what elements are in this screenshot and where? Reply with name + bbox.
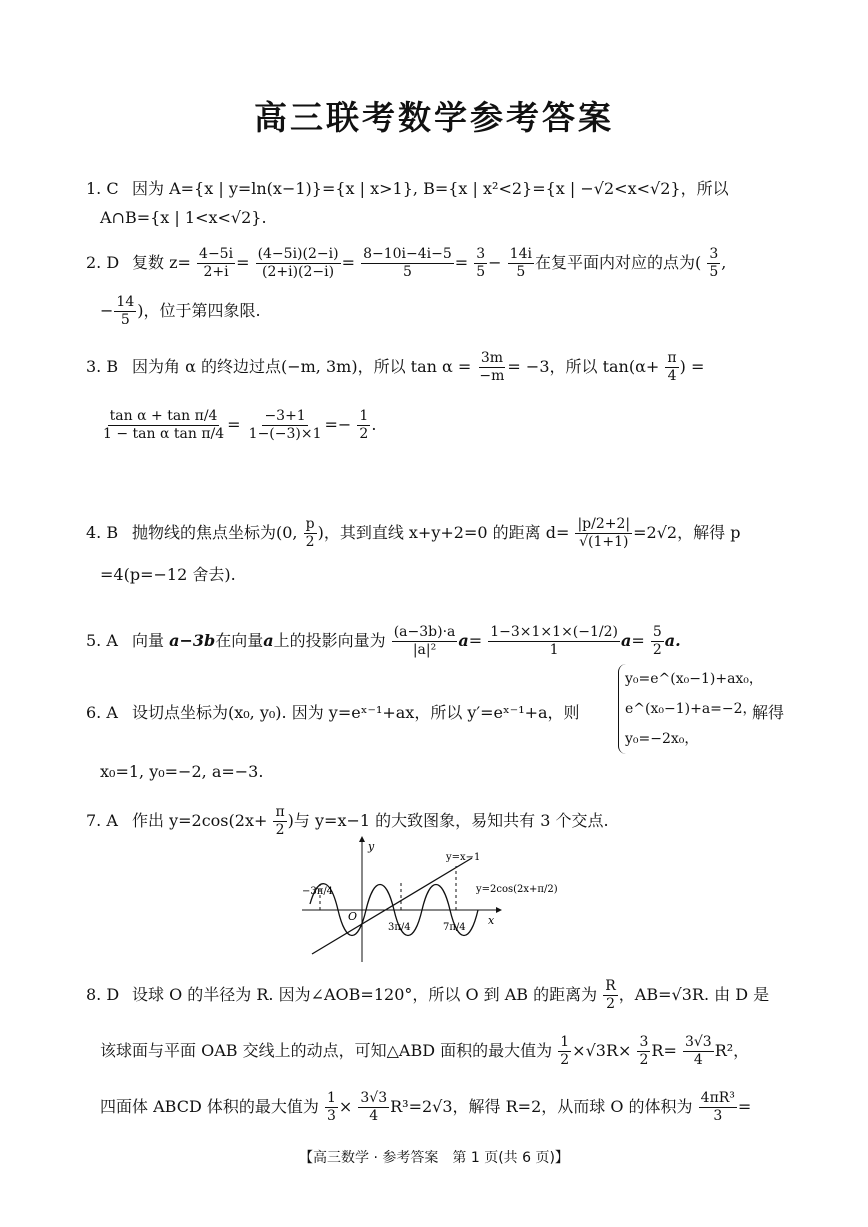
q8-frac1: $\frac{R}{2}$: [605, 978, 616, 1012]
q2-frac7: $\frac{14}{5}$: [116, 294, 135, 328]
q5-frac2: $\frac{1-3\times 1\times 1\times(-1/2)}{1}$: [490, 624, 618, 658]
q8-frac5: $\frac{1}{3}$: [326, 1090, 336, 1124]
q7-frac1: $\frac{\pi}{2}$: [275, 804, 285, 838]
q7-line1: 7. A 作出 y=2cos(2x+ $\frac{\pi}{2}$ )与 y=x−1 的大致图象，易知共有 3 个交点.: [86, 804, 609, 838]
q3-line2: $\frac{\text{tan α + tan π/4}}{\text{1 − tan α tan π/4}}$ = $\frac{-3+1}{1-(-3)\times 1}$ =− $\frac{1}{2}$ .: [103, 408, 377, 442]
q3-frac3: $\frac{\text{tan α + tan π/4}}{\text{1 − tan α tan π/4}}$: [103, 408, 225, 442]
q6-line2: x₀=1, y₀=−2, a=−3.: [100, 762, 264, 781]
q4-line2: =4(p=−12 舍去).: [100, 565, 236, 584]
q2-frac4: $\frac{3}{5}$: [476, 246, 486, 280]
q3-number: 3. B: [86, 357, 119, 376]
q6-number: 6. A: [86, 703, 118, 722]
q2-pre: 复数 z=: [132, 253, 191, 272]
line-label: y=x−1: [446, 852, 481, 863]
q8-frac6: $\frac{3√3}{4}$: [360, 1090, 388, 1124]
q3-frac4: $\frac{-3+1}{1-(-3)\times 1}$: [248, 408, 322, 442]
q2-number: 2. D: [86, 253, 120, 272]
q8-frac2: $\frac{1}{2}$: [560, 1034, 570, 1068]
cos-label: y=2cos(2x+π/2): [476, 884, 558, 895]
q8-line3: 四面体 ABCD 体积的最大值为 $\frac{1}{3}$ × $\frac{3√3}{4}$ R³=2√3，解得 R=2，从而球 O 的体积为 $\frac{\text{4πR³}}{3}$ =: [100, 1090, 752, 1124]
q4-line1: 4. B 抛物线的焦点坐标为(0, $\frac{p}{2}$ )，其到直线 x+y+2=0 的距离 d= $\frac{|p/2+2|}{√(1+1)}$ =2√2，解得 p: [86, 516, 741, 550]
q8-frac7: $\frac{\text{4πR³}}{3}$: [700, 1090, 735, 1124]
q5-number: 5. A: [86, 631, 118, 650]
q8-number: 8. D: [86, 985, 120, 1004]
q6-line1: 6. A 设切点坐标为(x₀, y₀). 因为 y=eˣ⁻¹+ax，所以 y′=eˣ⁻¹+a，则: [86, 703, 580, 722]
q4-number: 4. B: [86, 523, 119, 542]
q5-line1: 5. A 向量 a−3b在向量a上的投影向量为 $\frac{(a-3b)\cdot a}{\text{|a|²}}$ a= $\frac{1-3\times 1\times 1\times(-1/2)}{1}$ a= $\frac{5}{2}$ a.: [86, 624, 681, 658]
line-curve: [312, 858, 472, 954]
origin-label: O: [348, 910, 358, 923]
page-footer: 【高三数学 · 参考答案 第 1 页(共 6 页)】: [299, 1150, 569, 1166]
q7-graph: [300, 836, 570, 966]
q2-line1: 2. D 复数 z= $\frac{4-5i}{2+i}$ = $\frac{(4-5i)(2-i)}{(2+i)(2-i)}$ = $\frac{8-10i-4i-5}{5}$ = $\frac{3}{5}$ − $\frac{14i}{5}$ 在复平面内对应的点为( $\frac{3}{5}$ ,: [86, 246, 727, 280]
q4-frac2: $\frac{|p/2+2|}{√(1+1)}$: [577, 516, 631, 550]
q2-line2: − $\frac{14}{5}$ )，位于第四象限.: [100, 294, 261, 328]
q4-frac1: $\frac{p}{2}$: [305, 516, 315, 550]
page-title: 高三联考数学参考答案: [254, 98, 614, 137]
tick-neg-label: −3π/4: [302, 886, 334, 897]
q2-frac6: $\frac{3}{5}$: [709, 246, 719, 280]
q1-text1: 因为 A={x | y=ln(x−1)}={x | x>1}, B={x | x²<2}={x | −√2<x<√2}，所以: [132, 179, 729, 198]
q1-number: 1. C: [86, 179, 119, 198]
q8-frac3: $\frac{3}{2}$: [639, 1034, 649, 1068]
q5-frac1: $\frac{(a-3b)\cdot a}{\text{|a|²}}$: [393, 624, 456, 658]
tick-2-label: 7π/4: [443, 922, 466, 933]
q6-solve: 解得: [752, 703, 785, 722]
q7-number: 7. A: [86, 811, 118, 830]
q5-frac3: $\frac{5}{2}$: [652, 624, 662, 658]
tick-1-label: 3π/4: [388, 922, 411, 933]
q3-frac2: $\frac{\pi}{4}$: [667, 350, 677, 384]
q2-frac5: $\frac{14i}{5}$: [509, 246, 532, 280]
x-axis-arrow: [496, 907, 502, 913]
q2-frac2: $\frac{(4-5i)(2-i)}{(2+i)(2-i)}$: [257, 246, 339, 280]
q2-frac3: $\frac{8-10i-4i-5}{5}$: [363, 246, 452, 280]
q8-line1: 8. D 设球 O 的半径为 R. 因为∠AOB=120°，所以 O 到 AB 的距离为 $\frac{R}{2}$ ，AB=√3R. 由 D 是: [86, 978, 770, 1012]
q1-line2: A∩B={x | 1<x<√2}.: [100, 208, 267, 227]
q3-line1: 3. B 因为角 α 的终边过点(−m, 3m)，所以 tan α = $\frac{3m}{-m}$ = −3，所以 tan(α+ $\frac{\pi}{4}$ ) =: [86, 350, 705, 384]
q8-frac4: $\frac{3√3}{4}$: [684, 1034, 712, 1068]
q1-line1: [86, 176, 729, 199]
q6-system: y₀=e^(x₀−1)+ax₀， e^(x₀−1)+a=−2， y₀=−2x₀，: [618, 664, 763, 754]
q2-frac1: $\frac{4-5i}{2+i}$: [199, 246, 234, 280]
q3-frac1: $\frac{3m}{-m}$: [479, 350, 505, 384]
y-label: y: [368, 840, 375, 853]
y-axis-arrow: [359, 836, 365, 842]
q2-mid: 在复平面内对应的点为(: [534, 253, 702, 272]
x-label: x: [488, 914, 495, 927]
q3-frac5: $\frac{1}{2}$: [359, 408, 369, 442]
q8-line2: 该球面与平面 OAB 交线上的动点，可知△ABD 面积的最大值为 $\frac{1}{2}$ ×√3R× $\frac{3}{2}$ R= $\frac{3√3}{4}$ R²，: [100, 1034, 750, 1068]
